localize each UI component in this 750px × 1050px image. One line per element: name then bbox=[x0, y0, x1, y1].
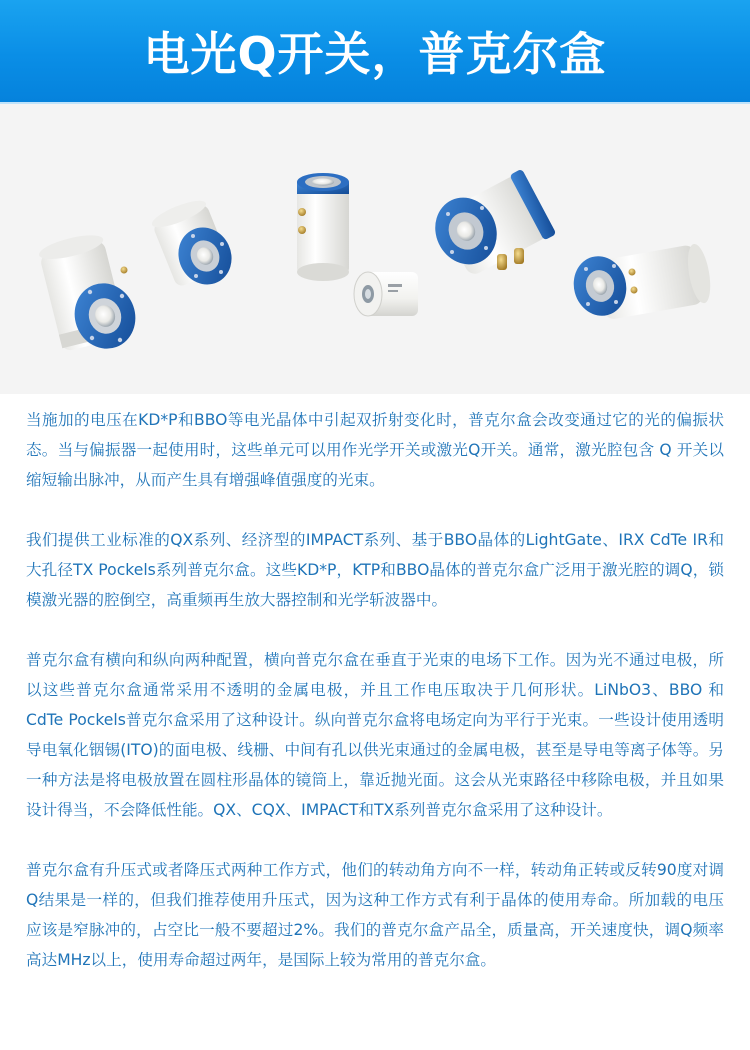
pockels-cell-4 bbox=[354, 272, 418, 316]
pockels-cell-2 bbox=[149, 196, 241, 294]
pockels-cell-1 bbox=[37, 230, 145, 357]
title-banner bbox=[0, 0, 750, 104]
paragraph-1: 当施加的电压在KD*P和BBO等电光晶体中引起双折射变化时，普克尔盒会改变通过它的光的偏振状态。当与偏振器一起使用时，这些单元可以用作光学开关或激光Q开关。通常，激光腔包含 Q 开关以缩短输出脉冲，从而产生具有增强峰值强度的光束。 bbox=[26, 411, 724, 489]
paragraph-2: 我们提供工业标准的QX系列、经济型的IMPACT系列、基于BBO晶体的LightGate、IRX CdTe IR和大孔径TX Pockels系列普克尔盒。这些KD*P，KTP和BBO晶体的普克尔盒广泛用于激光腔的调Q，锁模激光器的腔倒空，高重频再生放大器控制和光学斩波器中。 bbox=[26, 531, 724, 609]
pockels-cell-6 bbox=[567, 242, 714, 321]
paragraph-4: 普克尔盒有升压式或者降压式两种工作方式，他们的转动角方向不一样，转动角正转或反转90度对调Q结果是一样的，但我们推荐使用升压式，因为这种工作方式有利于晶体的使用寿命。所加载的电压应该是窄脉冲的，占空比一般不要超过2%。我们的普克尔盒产品全，质量高，开关速度快，调Q频率高达MHz以上，使用寿命超过两年，是国际上较为常用的普克尔盒。 bbox=[26, 861, 724, 969]
article-body bbox=[26, 405, 724, 975]
pockels-cell-3 bbox=[297, 173, 349, 281]
paragraph-3: 普克尔盒有横向和纵向两种配置，横向普克尔盒在垂直于光束的电场下工作。因为光不通过电极，所以这些普克尔盒通常采用不透明的金属电极，并且工作电压取决于几何形状。LiNbO3、BBO 和 CdTe Pockels普克尔盒采用了这种设计。纵向普克尔盒将电场定向为平行于光束。一些设计使用透明导电氧化铟锡(ITO)的面电极、线栅、中间有孔以供光束通过的金属电极，甚至是导电等离子体等。另一种方法是将电极放置在圆柱形晶体的镜筒上，靠近抛光面。这会从光束路径中移除电极，并且如果设计得当，不会降低性能。QX、CQX、IMPACT和TX系列普克尔盒采用了这种设计。 bbox=[26, 651, 724, 819]
pockels-cell-5 bbox=[424, 169, 556, 279]
page-title: 电光Q开关，普克尔盒 bbox=[143, 27, 607, 81]
product-photo bbox=[0, 104, 750, 394]
